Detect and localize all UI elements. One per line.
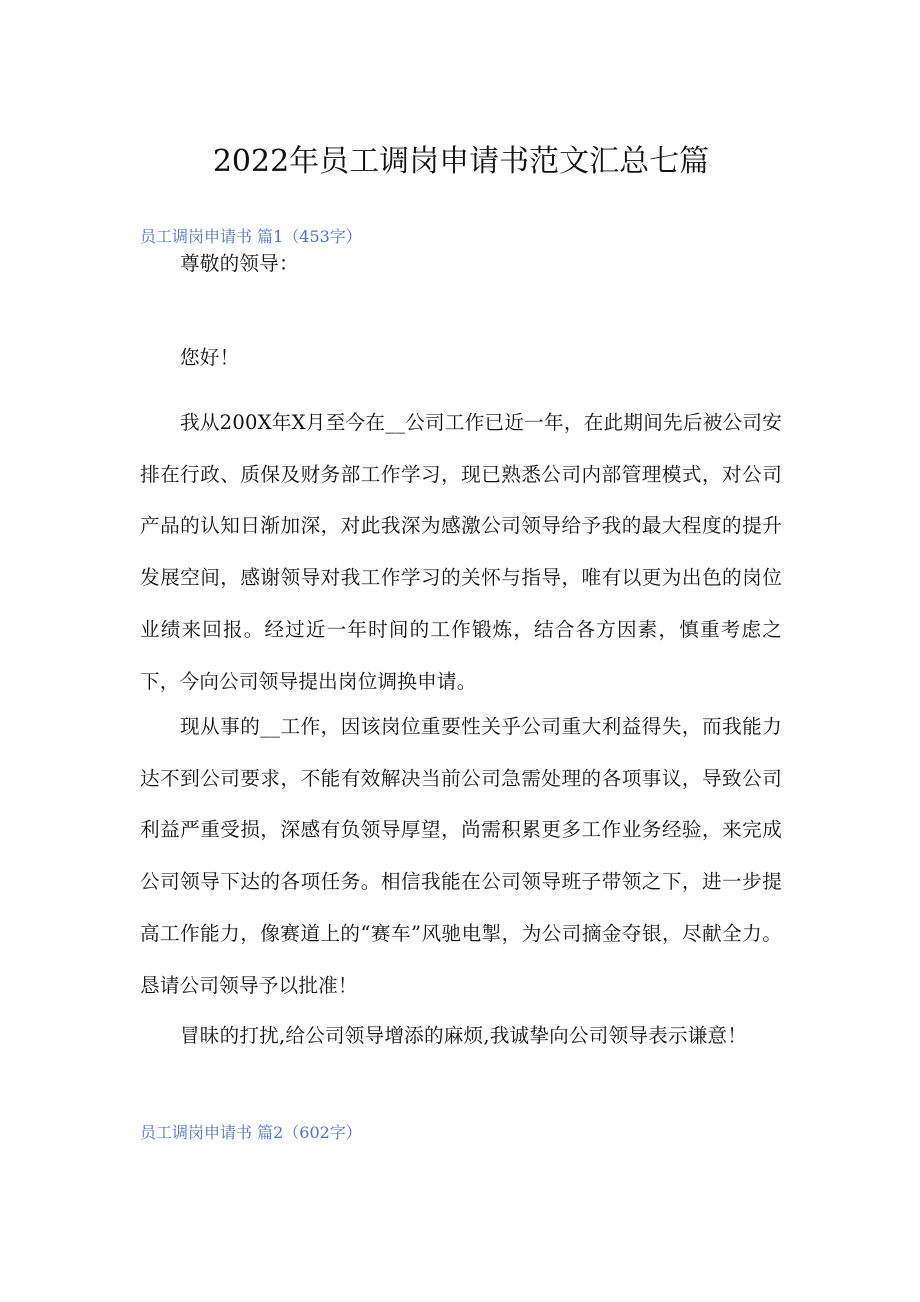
paragraph-3: 冒昧的打扰,给公司领导增添的麻烦,我诚挚向公司领导表示谦意！ bbox=[180, 1024, 748, 1047]
greeting: 您好！ bbox=[180, 346, 240, 369]
salutation: 尊敬的领导： bbox=[180, 252, 299, 275]
section-heading-1[interactable]: 员工调岗申请书 篇1（453字） bbox=[140, 227, 362, 246]
section-heading-2[interactable]: 员工调岗申请书 篇2（602字） bbox=[140, 1123, 362, 1142]
paragraph-1: 我从200X年X月至今在__公司工作已近一年，在此期间先后被公司安排在行政、质保及财务部工作学习，现已熟悉公司内部管理模式，对公司产品的认知日渐加深，对此我深为感激公司领导给予我的最大程度的提升发展空间，感谢领导对我工作学习的关怀与指导，唯有以更为出色的岗位业绩来回报。经过近一年时间的工作锻炼，结合各方因素，慎重考虑之下，今向公司领导提出岗位调换申请。 bbox=[140, 411, 782, 693]
paragraph-2: 现从事的__工作，因该岗位重要性关乎公司重大利益得失，而我能力达不到公司要求，不能有效解决当前公司急需处理的各项事议，导致公司利益严重受损，深感有负领导厚望，尚需积累更多工作业务经验，来完成公司领导下达的各项任务。相信我能在公司领导班子带领之下，进一步提高工作能力，像赛道上的“赛车”风驰电掣，为公司摘金夺银，尽献全力。恳请公司领导予以批准！ bbox=[140, 715, 782, 997]
document-title: 2022年员工调岗申请书范文汇总七篇 bbox=[212, 144, 710, 179]
